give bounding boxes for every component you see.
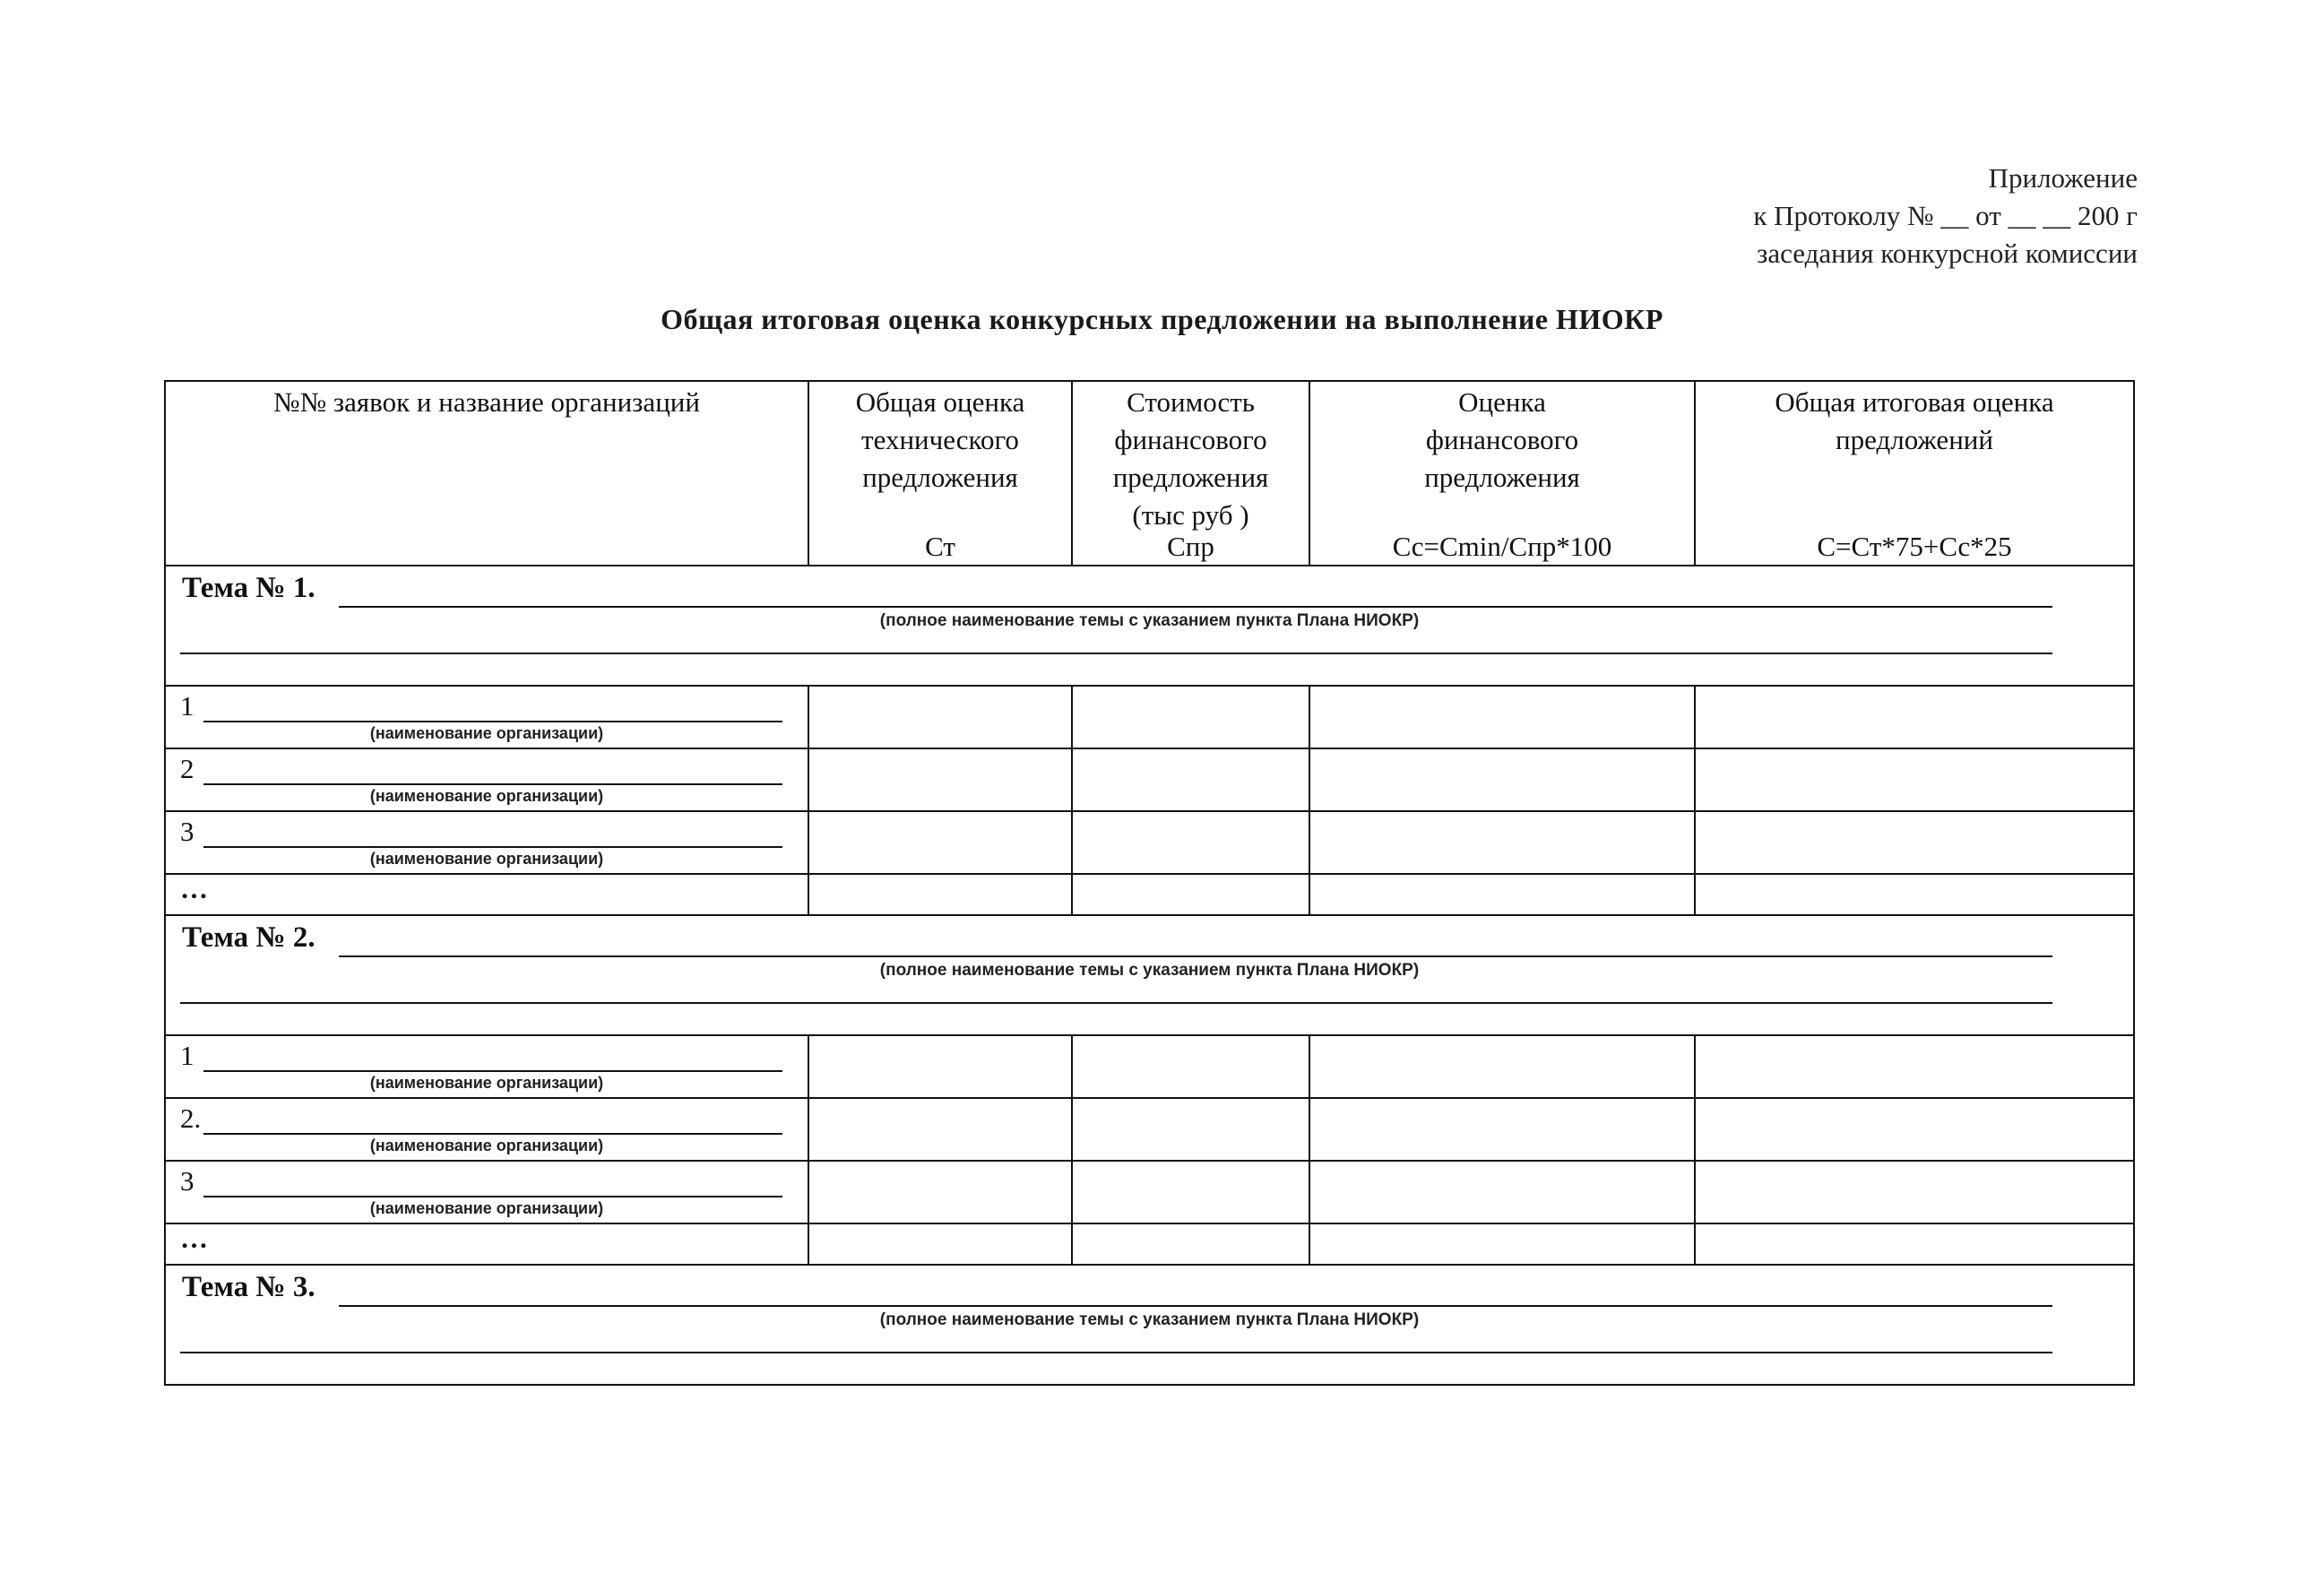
document-title: Общая итоговая оценка конкурсных предложении на выполнение НИОКР	[661, 303, 1663, 335]
appendix-header	[1753, 160, 2138, 272]
org-name-line	[203, 783, 782, 785]
column-formula: Ст	[925, 531, 955, 562]
topic-label: Тема № 2.	[182, 921, 315, 954]
column-header-line: предложений	[1836, 424, 1993, 455]
column-header-line: (тыс руб )	[1132, 499, 1249, 531]
column-formula: Сс=Cmin/Спр*100	[1392, 531, 1612, 562]
topic-hint: (полное наименование темы с указанием пункта Плана НИОКР)	[879, 961, 1420, 980]
column-header-2	[808, 381, 1072, 566]
score-cell	[1072, 1223, 1309, 1265]
column-header-5	[1695, 381, 2134, 566]
column-header-lines	[1310, 382, 1694, 497]
org-hint: (наименование организации)	[369, 1074, 604, 1092]
column-header-lines	[166, 382, 808, 421]
org-hint: (наименование организации)	[369, 850, 604, 868]
topic-name-line	[339, 1305, 2052, 1307]
evaluation-table	[164, 380, 2135, 1386]
ellipsis: …	[180, 1223, 208, 1254]
score-cell	[808, 1223, 1072, 1265]
column-header-lines	[809, 382, 1071, 497]
org-number: 1	[180, 690, 194, 722]
score-cell	[1309, 686, 1695, 748]
score-cell	[808, 686, 1072, 748]
org-row	[165, 1098, 2134, 1161]
topic-cell	[165, 1265, 2134, 1385]
column-header-line: Стоимость	[1127, 386, 1255, 418]
column-header-1	[165, 381, 808, 566]
score-cell	[808, 1161, 1072, 1223]
org-row	[165, 686, 2134, 748]
appendix-line-3: заседания конкурсной комиссии	[1757, 238, 2138, 269]
org-name-line	[203, 846, 782, 848]
score-cell	[1309, 1035, 1695, 1098]
column-header-line: №№ заявок и название организаций	[273, 386, 700, 418]
org-name-cell	[165, 748, 808, 811]
score-cell	[808, 874, 1072, 915]
score-cell	[1072, 811, 1309, 874]
appendix-line-2: к Протоколу № __ от __ __ 200 г	[1753, 200, 2138, 231]
org-number: 2	[180, 753, 194, 784]
score-cell	[1695, 1223, 2134, 1265]
org-name-cell	[165, 1161, 808, 1223]
score-cell	[808, 811, 1072, 874]
score-cell	[1695, 1161, 2134, 1223]
score-cell	[1309, 811, 1695, 874]
org-hint: (наименование организации)	[369, 1199, 604, 1217]
score-cell	[808, 1098, 1072, 1161]
org-hint: (наименование организации)	[369, 787, 604, 805]
ellipsis-cell	[165, 1223, 808, 1265]
column-header-line: Общая оценка	[855, 386, 1025, 418]
org-row	[165, 811, 2134, 874]
org-name-line	[203, 1070, 782, 1072]
score-cell	[1072, 748, 1309, 811]
score-cell	[1695, 811, 2134, 874]
score-cell	[808, 748, 1072, 811]
topic-name-line	[339, 606, 2052, 608]
score-cell	[1309, 1161, 1695, 1223]
org-row	[165, 1161, 2134, 1223]
org-name-cell	[165, 811, 808, 874]
column-header-line: предложения	[862, 462, 1018, 493]
topic-name-line	[339, 955, 2052, 957]
column-header-4	[1309, 381, 1695, 566]
topic-name-line-2	[180, 1002, 2052, 1004]
table-body	[165, 381, 2134, 1385]
column-header-line: финансового	[1114, 424, 1267, 455]
score-cell	[1072, 874, 1309, 915]
score-cell	[1309, 874, 1695, 915]
score-cell	[1309, 748, 1695, 811]
column-header-line: Оценка	[1458, 386, 1546, 418]
org-name-line	[203, 1196, 782, 1197]
score-cell	[1072, 1035, 1309, 1098]
org-name-cell	[165, 1098, 808, 1161]
score-cell	[808, 1035, 1072, 1098]
appendix-line-1: Приложение	[1988, 162, 2138, 194]
column-header-line: финансового	[1425, 424, 1579, 455]
topic-row-2	[165, 915, 2134, 1035]
column-header-line: предложения	[1424, 462, 1580, 493]
column-header-line: Общая итоговая оценка	[1775, 386, 2054, 418]
column-formula: С=Ст*75+Сс*25	[1817, 531, 2012, 562]
ellipsis-cell	[165, 874, 808, 915]
topic-label: Тема № 3.	[182, 1271, 315, 1303]
topic-cell	[165, 566, 2134, 686]
score-cell	[1072, 1098, 1309, 1161]
ellipsis-row	[165, 1223, 2134, 1265]
column-header-3	[1072, 381, 1309, 566]
topic-hint: (полное наименование темы с указанием пункта Плана НИОКР)	[879, 1310, 1420, 1329]
score-cell	[1072, 686, 1309, 748]
org-hint: (наименование организации)	[369, 1137, 604, 1154]
topic-row-1	[165, 566, 2134, 686]
column-header-lines	[1696, 382, 2133, 459]
org-name-line	[203, 721, 782, 722]
topic-row-3	[165, 1265, 2134, 1385]
score-cell	[1695, 686, 2134, 748]
table-header-row	[165, 381, 2134, 566]
score-cell	[1309, 1098, 1695, 1161]
score-cell	[1309, 1223, 1695, 1265]
org-hint: (наименование организации)	[369, 724, 604, 742]
org-name-cell	[165, 1035, 808, 1098]
ellipsis: …	[180, 873, 208, 904]
org-number: 3	[180, 816, 194, 847]
org-name-line	[203, 1133, 782, 1135]
score-cell	[1695, 874, 2134, 915]
column-header-lines	[1073, 382, 1309, 534]
column-header-line: технического	[861, 424, 1019, 455]
score-cell	[1695, 748, 2134, 811]
topic-name-line-2	[180, 653, 2052, 654]
org-row	[165, 748, 2134, 811]
org-row	[165, 1035, 2134, 1098]
topic-name-line-2	[180, 1352, 2052, 1353]
topic-hint: (полное наименование темы с указанием пункта Плана НИОКР)	[879, 611, 1420, 630]
topic-cell	[165, 915, 2134, 1035]
org-number: 2.	[180, 1102, 202, 1134]
column-formula: Спр	[1167, 531, 1214, 562]
org-number: 3	[180, 1165, 194, 1197]
org-number: 1	[180, 1040, 194, 1071]
score-cell	[1695, 1035, 2134, 1098]
topic-label: Тема № 1.	[182, 572, 315, 604]
score-cell	[1695, 1098, 2134, 1161]
score-cell	[1072, 1161, 1309, 1223]
ellipsis-row	[165, 874, 2134, 915]
column-header-line: предложения	[1112, 462, 1269, 493]
org-name-cell	[165, 686, 808, 748]
